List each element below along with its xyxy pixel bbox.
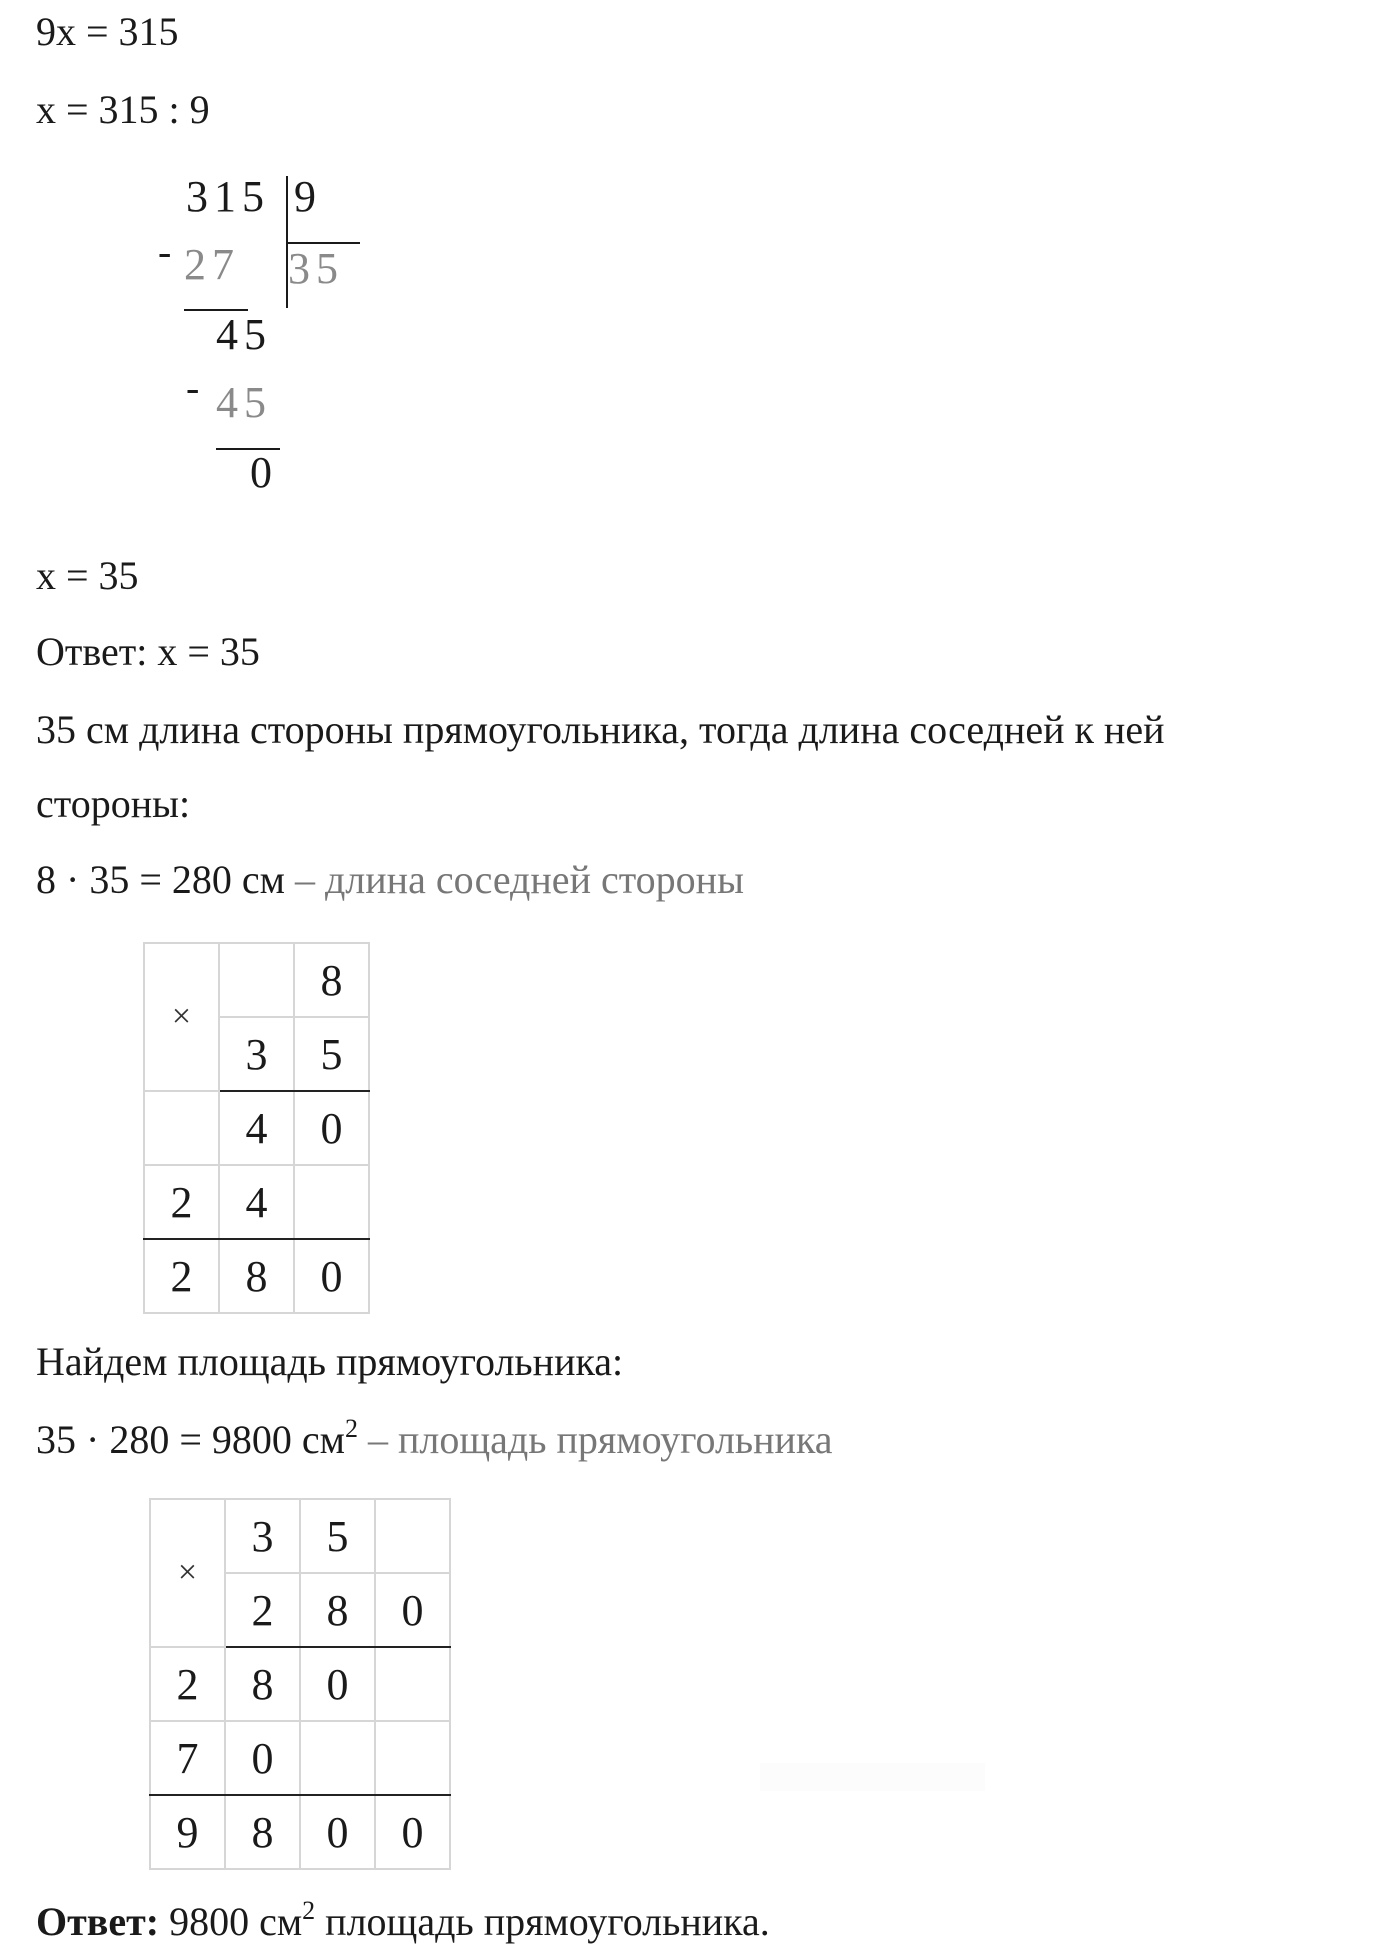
grid-cell — [294, 1165, 369, 1239]
grid-cell: 0 — [294, 1091, 369, 1165]
minus-sign: - — [186, 365, 200, 410]
grid-cell: 3 — [219, 1017, 294, 1091]
partial-remainder: 45 — [216, 310, 272, 359]
dividend: 315 — [186, 172, 270, 221]
subtrahend: 27 — [184, 240, 240, 289]
answer-tail: площадь прямоугольника. — [315, 1899, 770, 1944]
quotient: 35 — [288, 244, 344, 293]
multiplication-grid — [149, 1498, 451, 1870]
grid-cell: 4 — [219, 1091, 294, 1165]
grid-cell: 0 — [300, 1647, 375, 1721]
grid-cell: 5 — [300, 1499, 375, 1573]
final-remainder: 0 — [250, 448, 278, 497]
subtrahend: 45 — [216, 378, 272, 427]
grid-cell: 8 — [219, 1239, 294, 1313]
multiply-sign: × — [144, 943, 219, 1091]
calc-note: – длина соседней стороны — [284, 857, 744, 902]
grid-cell: 4 — [219, 1165, 294, 1239]
answer-line: Ответ: x = 35 — [36, 629, 260, 674]
superscript: 2 — [344, 1414, 358, 1443]
grid-cell: 2 — [144, 1239, 219, 1313]
answer-label: Ответ: — [36, 1899, 160, 1944]
grid-cell — [375, 1499, 450, 1573]
grid-cell: 0 — [225, 1721, 300, 1795]
answer-value: 9800 см — [159, 1899, 303, 1944]
multiply-sign: × — [150, 1499, 225, 1647]
text-line: 35 см длина стороны прямоугольника, тогда длина соседней к ней — [36, 707, 1165, 752]
result-line: x = 35 — [36, 553, 139, 598]
grid-cell: 0 — [375, 1795, 450, 1869]
grid-cell — [219, 943, 294, 1017]
calc-line — [36, 856, 744, 904]
superscript: 2 — [302, 1896, 316, 1925]
grid-cell: 2 — [150, 1647, 225, 1721]
text-line: Найдем площадь прямоугольника: — [36, 1339, 624, 1384]
text-line: стороны: — [36, 781, 191, 826]
grid-cell: 5 — [294, 1017, 369, 1091]
blank-patch — [760, 1763, 985, 1791]
grid-cell: 9 — [150, 1795, 225, 1869]
grid-cell: 7 — [150, 1721, 225, 1795]
grid-cell — [144, 1091, 219, 1165]
grid-cell — [375, 1721, 450, 1795]
grid-cell: 8 — [225, 1647, 300, 1721]
grid-cell: 3 — [225, 1499, 300, 1573]
grid-cell: 0 — [375, 1573, 450, 1647]
grid-cell — [300, 1721, 375, 1795]
calc-line — [36, 1416, 833, 1464]
grid-cell: 8 — [294, 943, 369, 1017]
calc-expression: 8 · 35 = 280 см — [36, 857, 285, 902]
calc-expression: 35 · 280 = 9800 см — [36, 1417, 345, 1462]
grid-cell: 2 — [144, 1165, 219, 1239]
multiplication-grid — [143, 942, 370, 1314]
divisor: 9 — [294, 172, 322, 221]
equation-line: 9x = 315 — [36, 9, 179, 54]
minus-sign: - — [158, 229, 172, 274]
grid-cell: 0 — [300, 1795, 375, 1869]
equation-line: x = 315 : 9 — [36, 87, 210, 132]
grid-cell: 8 — [300, 1573, 375, 1647]
grid-cell: 2 — [225, 1573, 300, 1647]
long-division — [150, 172, 390, 502]
grid-cell — [375, 1647, 450, 1721]
grid-cell: 8 — [225, 1795, 300, 1869]
calc-note: – площадь прямоугольника — [357, 1417, 833, 1462]
final-answer-line — [36, 1898, 770, 1946]
grid-cell: 0 — [294, 1239, 369, 1313]
